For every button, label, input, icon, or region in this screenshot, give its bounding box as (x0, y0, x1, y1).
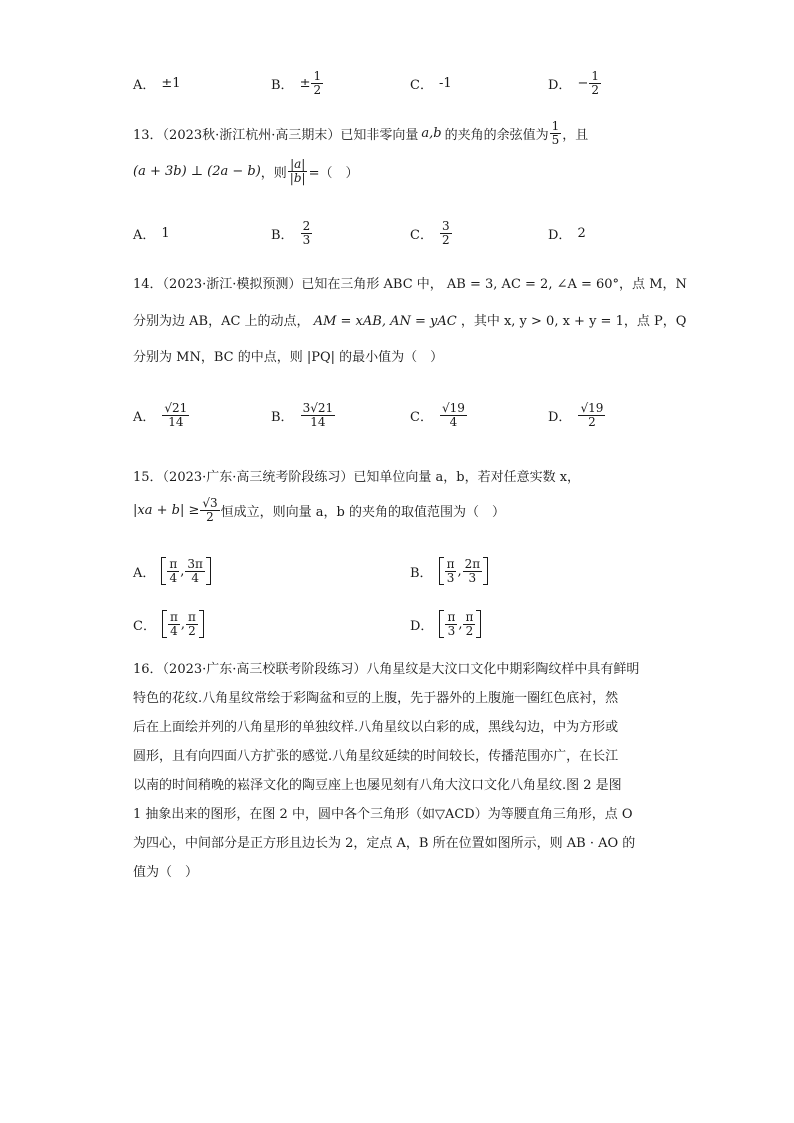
fraction (168, 611, 180, 637)
numerator: √3 (202, 496, 218, 510)
denominator: 5 (551, 132, 560, 147)
fraction (185, 558, 205, 584)
q16-stem (133, 658, 678, 890)
fraction (167, 558, 179, 584)
numerator: π (446, 556, 455, 571)
numerator: π (187, 609, 196, 624)
denominator: 2 (588, 414, 596, 429)
option-label: B． (271, 409, 294, 425)
option-label: C． (410, 409, 433, 425)
fraction (186, 611, 198, 637)
q13-text: ，且 (562, 127, 589, 143)
option-label: A． (133, 565, 156, 581)
denominator: 2 (188, 623, 196, 638)
q12-option-c[interactable] (410, 66, 452, 100)
q16-line: 16．（2023·广东·高三校联考阶段练习）八角星纹是大汶口文化中期彩陶纹样中具有鲜明 (133, 662, 640, 677)
q14-option-b[interactable] (271, 398, 336, 432)
option-label: A． (133, 227, 156, 243)
denominator: 2 (465, 623, 474, 638)
q12-option-a[interactable] (133, 66, 181, 100)
q13-text: ，则 (260, 165, 287, 181)
fraction (589, 70, 601, 96)
numerator: 2 (302, 218, 311, 233)
numerator: 1 (313, 68, 322, 83)
numerator: π (447, 609, 456, 624)
q13-stem-line2 (133, 158, 358, 184)
q12-options (133, 66, 693, 100)
q12-option-d[interactable] (548, 66, 602, 100)
interval-bracket: $\frac{\pi}{4}$ , $\frac{3\pi}{4}$ (161, 557, 211, 585)
fraction (288, 158, 308, 184)
q15-option-d[interactable] (410, 604, 481, 644)
fraction (301, 220, 313, 246)
denominator: |b| (289, 170, 306, 185)
q16-line: 后在上面绘并列的八角星形的单独纹样.八角星纹以白彩的成，黑线勾边，中为方形或 (133, 720, 619, 735)
denominator: 2 (313, 82, 322, 97)
q14-expression: AM = xAB, AN = yAC (313, 314, 457, 329)
denominator: 2 (206, 509, 214, 524)
fraction (445, 611, 457, 637)
option-label: A． (133, 409, 156, 425)
denominator: 3 (447, 623, 456, 638)
q14-option-c[interactable] (410, 398, 468, 432)
numerator: 1 (591, 68, 599, 83)
denominator: 14 (310, 414, 326, 429)
option-label: C． (410, 77, 433, 93)
q16-line: 为四心，中间部分是正方形且边长为 2，定点 A，B 所在位置如图所示，则 AB · AO 的 (133, 836, 636, 851)
interval-bracket: $\frac{\pi}{4}$ , $\frac{\pi}{2}$ (162, 610, 204, 638)
interval-bracket: $\frac{\pi}{3}$ , $\frac{\pi}{2}$ (439, 610, 481, 638)
q15-options-row2 (133, 604, 693, 644)
q16-line: 以南的时间稍晚的崧泽文化的陶豆座上也屡见刻有八角大汶口文化八角星纹.图 2 是图 (133, 778, 622, 793)
q13-text: 13．（2023秋·浙江杭州·高三期末）已知非零向量 (133, 127, 419, 143)
numerator: 3 (441, 218, 450, 233)
q16-line: 1 抽象出来的图形，在图 2 中，圆中各个三角形（如▽ACD）为等腰直角三角形，点 O (133, 807, 633, 822)
q14-option-a[interactable] (133, 398, 190, 432)
numerator: π (169, 609, 178, 624)
numerator: √19 (441, 400, 465, 415)
fraction (463, 558, 483, 584)
q14-stem-line3: 分别为 MN，BC 的中点，则 |PQ| 的最小值为（ ） (133, 350, 444, 365)
option-label: D． (548, 409, 572, 425)
q15-stem-line2 (133, 497, 505, 523)
vector-ab: a,b (421, 125, 442, 141)
option-prefix: ± (299, 75, 311, 91)
fraction (550, 120, 562, 146)
q15-text: 恒成立，则向量 a，b 的夹角的取值范围为（ ） (220, 504, 505, 520)
denominator: 4 (170, 623, 178, 638)
denominator: 2 (441, 232, 450, 247)
denominator: 3 (302, 232, 311, 247)
option-label: B． (410, 565, 433, 581)
q14-options (133, 398, 693, 432)
denominator: 3 (468, 570, 477, 585)
option-prefix: − (577, 75, 589, 91)
denominator: 4 (191, 570, 199, 585)
q13-options (133, 216, 693, 250)
fraction (311, 70, 323, 96)
fraction (440, 220, 452, 246)
q13-option-d[interactable] (548, 216, 586, 250)
numerator: |a| (290, 157, 306, 171)
q13-text: =（ ） (308, 165, 359, 181)
q15-option-a[interactable] (133, 551, 211, 591)
fraction (440, 402, 467, 428)
q14-stem-line2 (133, 310, 686, 329)
option-label: C． (410, 227, 433, 243)
numerator: π (465, 609, 474, 624)
q15-stem-line1: 15．（2023·广东·高三统考阶段练习）已知单位向量 a，b，若对任意实数 x， (133, 470, 581, 485)
denominator: 4 (169, 570, 178, 585)
q14-stem-line1: 14．（2023·浙江·模拟预测）已知在三角形 ABC 中， AB = 3, AC = 2, ∠A = 60°，点 M，N (133, 277, 687, 292)
option-label: D． (548, 77, 572, 93)
q13-option-b[interactable] (271, 216, 313, 250)
q13-option-a[interactable] (133, 216, 170, 250)
numerator: 3√21 (302, 400, 334, 415)
q16-line: 圆形，且有向四面八方扩张的感觉.八角星纹延续的时间较长，传播范围亦广，在长江 (133, 749, 619, 764)
q13-stem-line1 (133, 120, 588, 146)
fraction (445, 558, 457, 584)
q14-option-d[interactable] (548, 398, 606, 432)
q12-option-b[interactable] (271, 66, 324, 100)
denominator: 4 (449, 414, 458, 429)
fraction (301, 402, 336, 428)
q15-options-row1 (133, 551, 693, 591)
option-text: -1 (438, 75, 452, 91)
q15-option-c[interactable] (133, 604, 204, 644)
fraction (162, 402, 189, 428)
option-label: D． (410, 618, 434, 634)
numerator: 1 (551, 119, 560, 133)
q16-line: 值为（ ） (133, 865, 199, 880)
denominator: 3 (446, 570, 455, 585)
option-label: B． (271, 77, 294, 93)
fraction (200, 497, 219, 523)
denominator: 2 (591, 82, 599, 97)
q15-expression: |xa + b| ≥ (133, 502, 200, 518)
interval-bracket: $\frac{\pi}{3}$ , $\frac{2\pi}{3}$ (439, 557, 489, 585)
option-label: A． (133, 77, 156, 93)
q13-expression: (a + 3b) ⊥ (2a − b) (133, 163, 261, 179)
q13-option-c[interactable] (410, 216, 453, 250)
q14-text: 分别为边 AB，AC 上的动点， (133, 314, 310, 329)
numerator: 2π (464, 556, 481, 571)
numerator: √21 (164, 400, 188, 415)
denominator: 14 (168, 414, 184, 429)
option-text: 2 (577, 225, 586, 241)
q14-text: ，其中 x, y > 0, x + y = 1，点 P，Q (460, 314, 687, 329)
q16-line: 特色的花纹.八角星纹常绘于彩陶盆和豆的上腹，先于器外的上腹施一圈红色底衬，然 (133, 691, 619, 706)
q15-option-b[interactable] (410, 551, 488, 591)
numerator: 3π (187, 556, 203, 571)
fraction (578, 402, 605, 428)
option-text: ±1 (161, 75, 181, 91)
fraction (463, 611, 475, 637)
option-label: C． (133, 618, 156, 634)
q13-text: 的夹角的余弦值为 (444, 127, 549, 143)
numerator: π (169, 556, 178, 571)
numerator: √19 (580, 400, 604, 415)
option-label: D． (548, 227, 572, 243)
option-label: B． (271, 227, 294, 243)
option-text: 1 (161, 225, 170, 241)
